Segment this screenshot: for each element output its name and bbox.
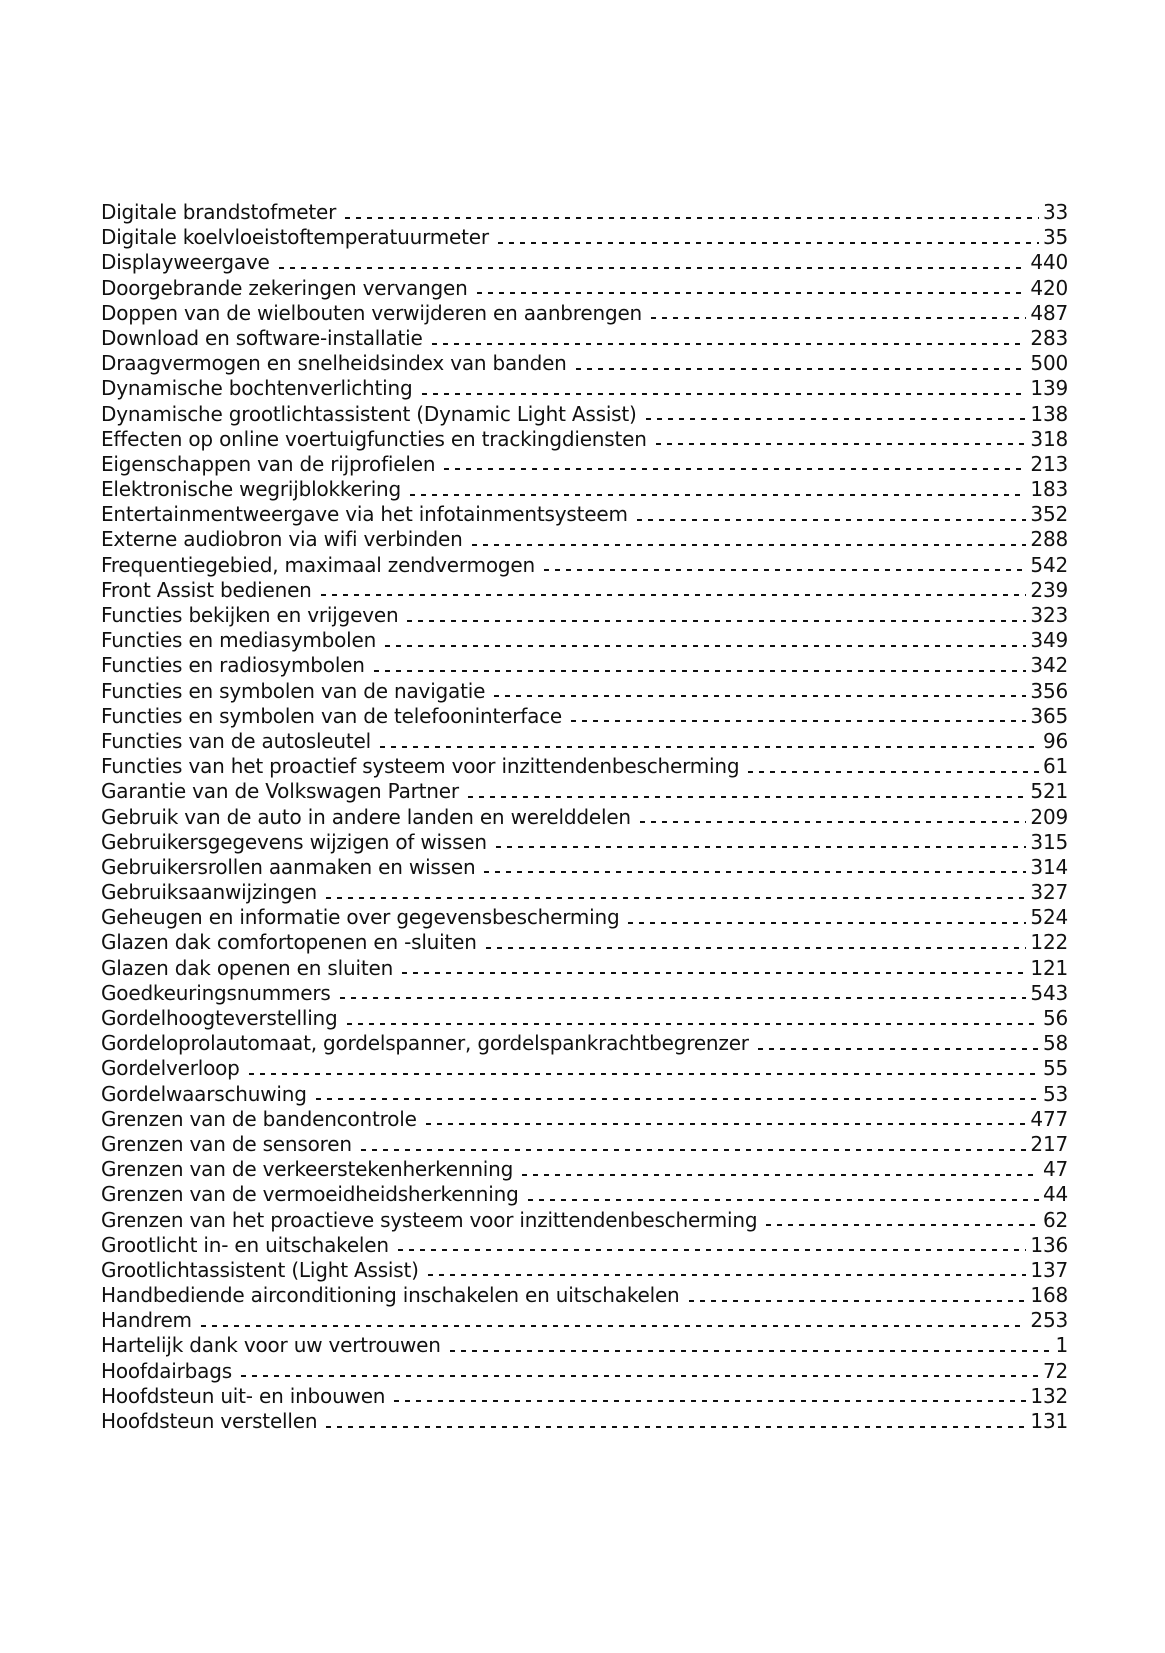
entry-page-number: 315	[1030, 829, 1068, 854]
index-entry	[101, 754, 1068, 779]
index-entry	[101, 729, 1068, 754]
entry-term: Eigenschappen van de rijprofielen	[101, 451, 436, 476]
index-entry	[101, 502, 1068, 527]
index-entry	[101, 1006, 1068, 1031]
dot-leader	[450, 1350, 1052, 1352]
entry-page-number: 131	[1030, 1409, 1068, 1433]
entry-page-number: 327	[1030, 880, 1068, 905]
dot-leader	[468, 796, 1027, 798]
index-entry	[101, 200, 1068, 225]
index-entry	[101, 880, 1068, 905]
entry-page-number: 420	[1030, 275, 1068, 300]
entry-term: Gebruikersrollen aanmaken en wissen	[101, 854, 476, 879]
index-entry	[101, 1157, 1068, 1182]
entry-term: Doorgebrande zekeringen vervangen	[101, 275, 468, 300]
entry-term: Download en software-installatie	[101, 325, 423, 350]
entry-term: Gebruik van de auto in andere landen en werelddelen	[101, 804, 631, 829]
entry-term: Functies van de autosleutel	[101, 728, 371, 753]
index-entry	[101, 855, 1068, 880]
index-entry	[101, 805, 1068, 830]
dot-leader	[321, 594, 1027, 596]
entry-term: Glazen dak openen en sluiten	[101, 955, 394, 980]
entry-page-number: 487	[1030, 300, 1068, 325]
entry-term: Digitale brandstofmeter	[101, 200, 337, 224]
entry-term: Handrem	[101, 1308, 192, 1333]
entry-page-number: 33	[1042, 200, 1068, 224]
dot-leader	[528, 1199, 1039, 1201]
entry-page-number: 440	[1030, 250, 1068, 275]
entry-page-number: 365	[1030, 703, 1068, 728]
dot-leader	[477, 292, 1027, 294]
entry-page-number: 137	[1030, 1257, 1068, 1282]
index-entry	[101, 1182, 1068, 1207]
entry-page-number: 121	[1030, 955, 1068, 980]
entry-page-number: 1	[1055, 1333, 1068, 1358]
entry-page-number: 543	[1030, 980, 1068, 1005]
entry-term: Hoofdairbags	[101, 1358, 232, 1383]
index-entry	[101, 981, 1068, 1006]
index-entry	[101, 351, 1068, 376]
entry-term: Front Assist bedienen	[101, 577, 312, 602]
entry-page-number: 139	[1030, 376, 1068, 401]
entry-term: Functies en symbolen van de telefooninterface	[101, 703, 563, 728]
dot-leader	[385, 645, 1026, 647]
index-entry	[101, 477, 1068, 502]
index-entry	[101, 704, 1068, 729]
entry-page-number: 253	[1030, 1308, 1068, 1333]
index-entry	[101, 1308, 1068, 1333]
entry-page-number: 55	[1042, 1056, 1068, 1081]
entry-term: Functies bekijken en vrijgeven	[101, 603, 399, 627]
dot-leader	[426, 1123, 1027, 1125]
dot-leader	[656, 443, 1027, 445]
entry-page-number: 356	[1030, 678, 1068, 703]
index-entry	[101, 956, 1068, 981]
dot-leader	[522, 1174, 1039, 1176]
entry-page-number: 521	[1030, 779, 1068, 804]
entry-page-number: 542	[1030, 552, 1068, 577]
dot-leader	[484, 871, 1026, 873]
dot-leader	[432, 343, 1027, 345]
entry-page-number: 352	[1030, 502, 1068, 527]
dot-leader	[407, 620, 1026, 622]
entry-page-number: 209	[1030, 804, 1068, 829]
dot-leader	[748, 771, 1039, 773]
entry-term: Geheugen en informatie over gegevensbescherming	[101, 905, 620, 930]
entry-term: Garantie van de Volkswagen Partner	[101, 779, 459, 804]
entry-term: Gordelverloop	[101, 1056, 240, 1081]
index-entry	[101, 628, 1068, 653]
entry-page-number: 44	[1042, 1182, 1068, 1207]
dot-leader	[651, 317, 1026, 319]
dot-leader	[496, 846, 1027, 848]
entry-term: Grootlichtassistent (Light Assist)	[101, 1257, 419, 1282]
entry-page-number: 239	[1030, 577, 1068, 602]
index-entry	[101, 603, 1068, 628]
entry-term: Grenzen van de bandencontrole	[101, 1106, 417, 1131]
entry-page-number: 477	[1030, 1106, 1068, 1131]
entry-term: Functies en symbolen van de navigatie	[101, 678, 486, 703]
entry-page-number: 183	[1030, 477, 1068, 502]
entry-page-number: 318	[1030, 426, 1068, 451]
entry-term: Digitale koelvloeistoftemperatuurmeter	[101, 225, 489, 250]
entry-term: Grenzen van de verkeerstekenherkenning	[101, 1157, 514, 1182]
entry-page-number: 58	[1042, 1031, 1068, 1056]
entry-term: Elektronische wegrijblokkering	[101, 477, 402, 502]
entry-term: Externe audiobron via wifi verbinden	[101, 527, 463, 552]
dot-leader	[380, 746, 1039, 748]
index-entry	[101, 427, 1068, 452]
index-entry	[101, 653, 1068, 678]
index-entry	[101, 301, 1068, 326]
entry-term: Gebruiksaanwijzingen	[101, 880, 318, 905]
entry-page-number: 342	[1030, 653, 1068, 678]
index-entry	[101, 402, 1068, 427]
entry-page-number: 61	[1042, 754, 1068, 779]
dot-leader	[766, 1224, 1039, 1226]
entry-page-number: 132	[1030, 1383, 1068, 1408]
entry-page-number: 122	[1030, 930, 1068, 955]
index-entry	[101, 1056, 1068, 1081]
entry-term: Grenzen van het proactieve systeem voor inzittendenbescherming	[101, 1207, 758, 1232]
dot-leader	[472, 544, 1027, 546]
index-entry	[101, 376, 1068, 401]
dot-leader	[326, 1426, 1026, 1428]
entry-page-number: 283	[1030, 325, 1068, 350]
dot-leader	[576, 368, 1027, 370]
dot-leader	[422, 393, 1027, 395]
entry-term: Draagvermogen en snelheidsindex van banden	[101, 351, 567, 376]
dot-leader	[241, 1375, 1039, 1377]
index-entry	[101, 326, 1068, 351]
entry-term: Handbediende airconditioning inschakelen en uitschakelen	[101, 1283, 680, 1308]
entry-page-number: 53	[1042, 1081, 1068, 1106]
dot-leader	[316, 1098, 1039, 1100]
index-entry	[101, 1283, 1068, 1308]
entry-term: Glazen dak comfortopenen en -sluiten	[101, 930, 477, 955]
dot-leader	[345, 217, 1039, 219]
dot-leader	[571, 720, 1026, 722]
entry-term: Entertainmentweergave via het infotainmentsysteem	[101, 502, 628, 527]
dot-leader	[340, 997, 1027, 999]
entry-term: Grenzen van de vermoeidheidsherkenning	[101, 1182, 519, 1207]
index-entry	[101, 1333, 1068, 1358]
entry-page-number: 217	[1030, 1131, 1068, 1156]
entry-page-number: 96	[1042, 728, 1068, 753]
entry-page-number: 62	[1042, 1207, 1068, 1232]
entry-term: Functies van het proactief systeem voor inzittendenbescherming	[101, 754, 740, 779]
dot-leader	[444, 468, 1026, 470]
entry-page-number: 138	[1030, 401, 1068, 426]
index-entry	[101, 1359, 1068, 1384]
entry-term: Grenzen van de sensoren	[101, 1131, 352, 1156]
entry-term: Gebruikersgegevens wijzigen of wissen	[101, 829, 487, 854]
entry-term: Hartelijk dank voor uw vertrouwen	[101, 1333, 441, 1358]
entry-term: Functies en mediasymbolen	[101, 628, 377, 653]
entry-page-number: 524	[1030, 905, 1068, 930]
index-entry	[101, 1082, 1068, 1107]
entry-page-number: 213	[1030, 451, 1068, 476]
entry-page-number: 136	[1030, 1232, 1068, 1257]
entry-term: Dynamische grootlichtassistent (Dynamic Light Assist)	[101, 401, 637, 426]
entry-page-number: 314	[1030, 854, 1068, 879]
index-entry	[101, 1409, 1068, 1434]
index-entry	[101, 1258, 1068, 1283]
entry-page-number: 323	[1030, 603, 1068, 627]
entry-page-number: 72	[1042, 1358, 1068, 1383]
entry-term: Doppen van de wielbouten verwijderen en aanbrengen	[101, 300, 643, 325]
dot-leader	[628, 922, 1026, 924]
index-entry	[101, 225, 1068, 250]
index-entry	[101, 527, 1068, 552]
entry-term: Hoofdsteun verstellen	[101, 1409, 318, 1433]
entry-term: Hoofdsteun uit- en inbouwen	[101, 1383, 386, 1408]
dot-leader	[201, 1325, 1027, 1327]
entry-page-number: 56	[1042, 1006, 1068, 1030]
entry-page-number: 168	[1030, 1283, 1068, 1308]
dot-leader	[494, 695, 1026, 697]
dot-leader	[640, 821, 1027, 823]
dot-leader	[637, 519, 1027, 521]
entry-term: Displayweergave	[101, 250, 270, 275]
entry-term: Goedkeuringsnummers	[101, 980, 331, 1005]
index-entry	[101, 830, 1068, 855]
dot-leader	[428, 1274, 1027, 1276]
entry-term: Gordeloprolautomaat, gordelspanner, gordelspankrachtbegrenzer	[101, 1031, 749, 1056]
dot-leader	[498, 242, 1039, 244]
entry-term: Effecten op online voertuigfuncties en trackingdiensten	[101, 426, 647, 451]
dot-leader	[279, 267, 1027, 269]
index-entry	[101, 250, 1068, 275]
entry-page-number: 47	[1042, 1157, 1068, 1182]
dot-leader	[646, 418, 1027, 420]
index-entry	[101, 1031, 1068, 1056]
index-entry	[101, 679, 1068, 704]
dot-leader	[249, 1073, 1039, 1075]
index-entry	[101, 930, 1068, 955]
dot-leader	[410, 494, 1026, 496]
index-entry	[101, 578, 1068, 603]
index-entry	[101, 1107, 1068, 1132]
index-entry	[101, 1233, 1068, 1258]
index-entry	[101, 905, 1068, 930]
dot-leader	[486, 947, 1027, 949]
entry-page-number: 288	[1030, 527, 1068, 552]
index-entry	[101, 1208, 1068, 1233]
dot-leader	[402, 972, 1026, 974]
entry-page-number: 35	[1042, 225, 1068, 250]
entry-term: Dynamische bochtenverlichting	[101, 376, 413, 401]
index-entry	[101, 553, 1068, 578]
dot-leader	[326, 897, 1026, 899]
dot-leader	[394, 1400, 1026, 1402]
dot-leader	[347, 1023, 1039, 1025]
index-entry	[101, 1132, 1068, 1157]
entry-term: Gordelhoogteverstelling	[101, 1006, 338, 1030]
entry-page-number: 500	[1030, 351, 1068, 376]
dot-leader	[544, 569, 1026, 571]
dot-leader	[361, 1149, 1027, 1151]
entry-term: Frequentiegebied, maximaal zendvermogen	[101, 552, 535, 577]
entry-term: Gordelwaarschuwing	[101, 1081, 307, 1106]
dot-leader	[758, 1048, 1039, 1050]
entry-term: Functies en radiosymbolen	[101, 653, 365, 678]
index-entry	[101, 452, 1068, 477]
index-list	[101, 200, 1068, 1434]
index-entry	[101, 779, 1068, 804]
entry-page-number: 349	[1030, 628, 1068, 653]
dot-leader	[689, 1300, 1027, 1302]
index-entry	[101, 1384, 1068, 1409]
dot-leader	[398, 1249, 1027, 1251]
index-entry	[101, 276, 1068, 301]
dot-leader	[374, 670, 1027, 672]
entry-term: Grootlicht in- en uitschakelen	[101, 1232, 389, 1257]
